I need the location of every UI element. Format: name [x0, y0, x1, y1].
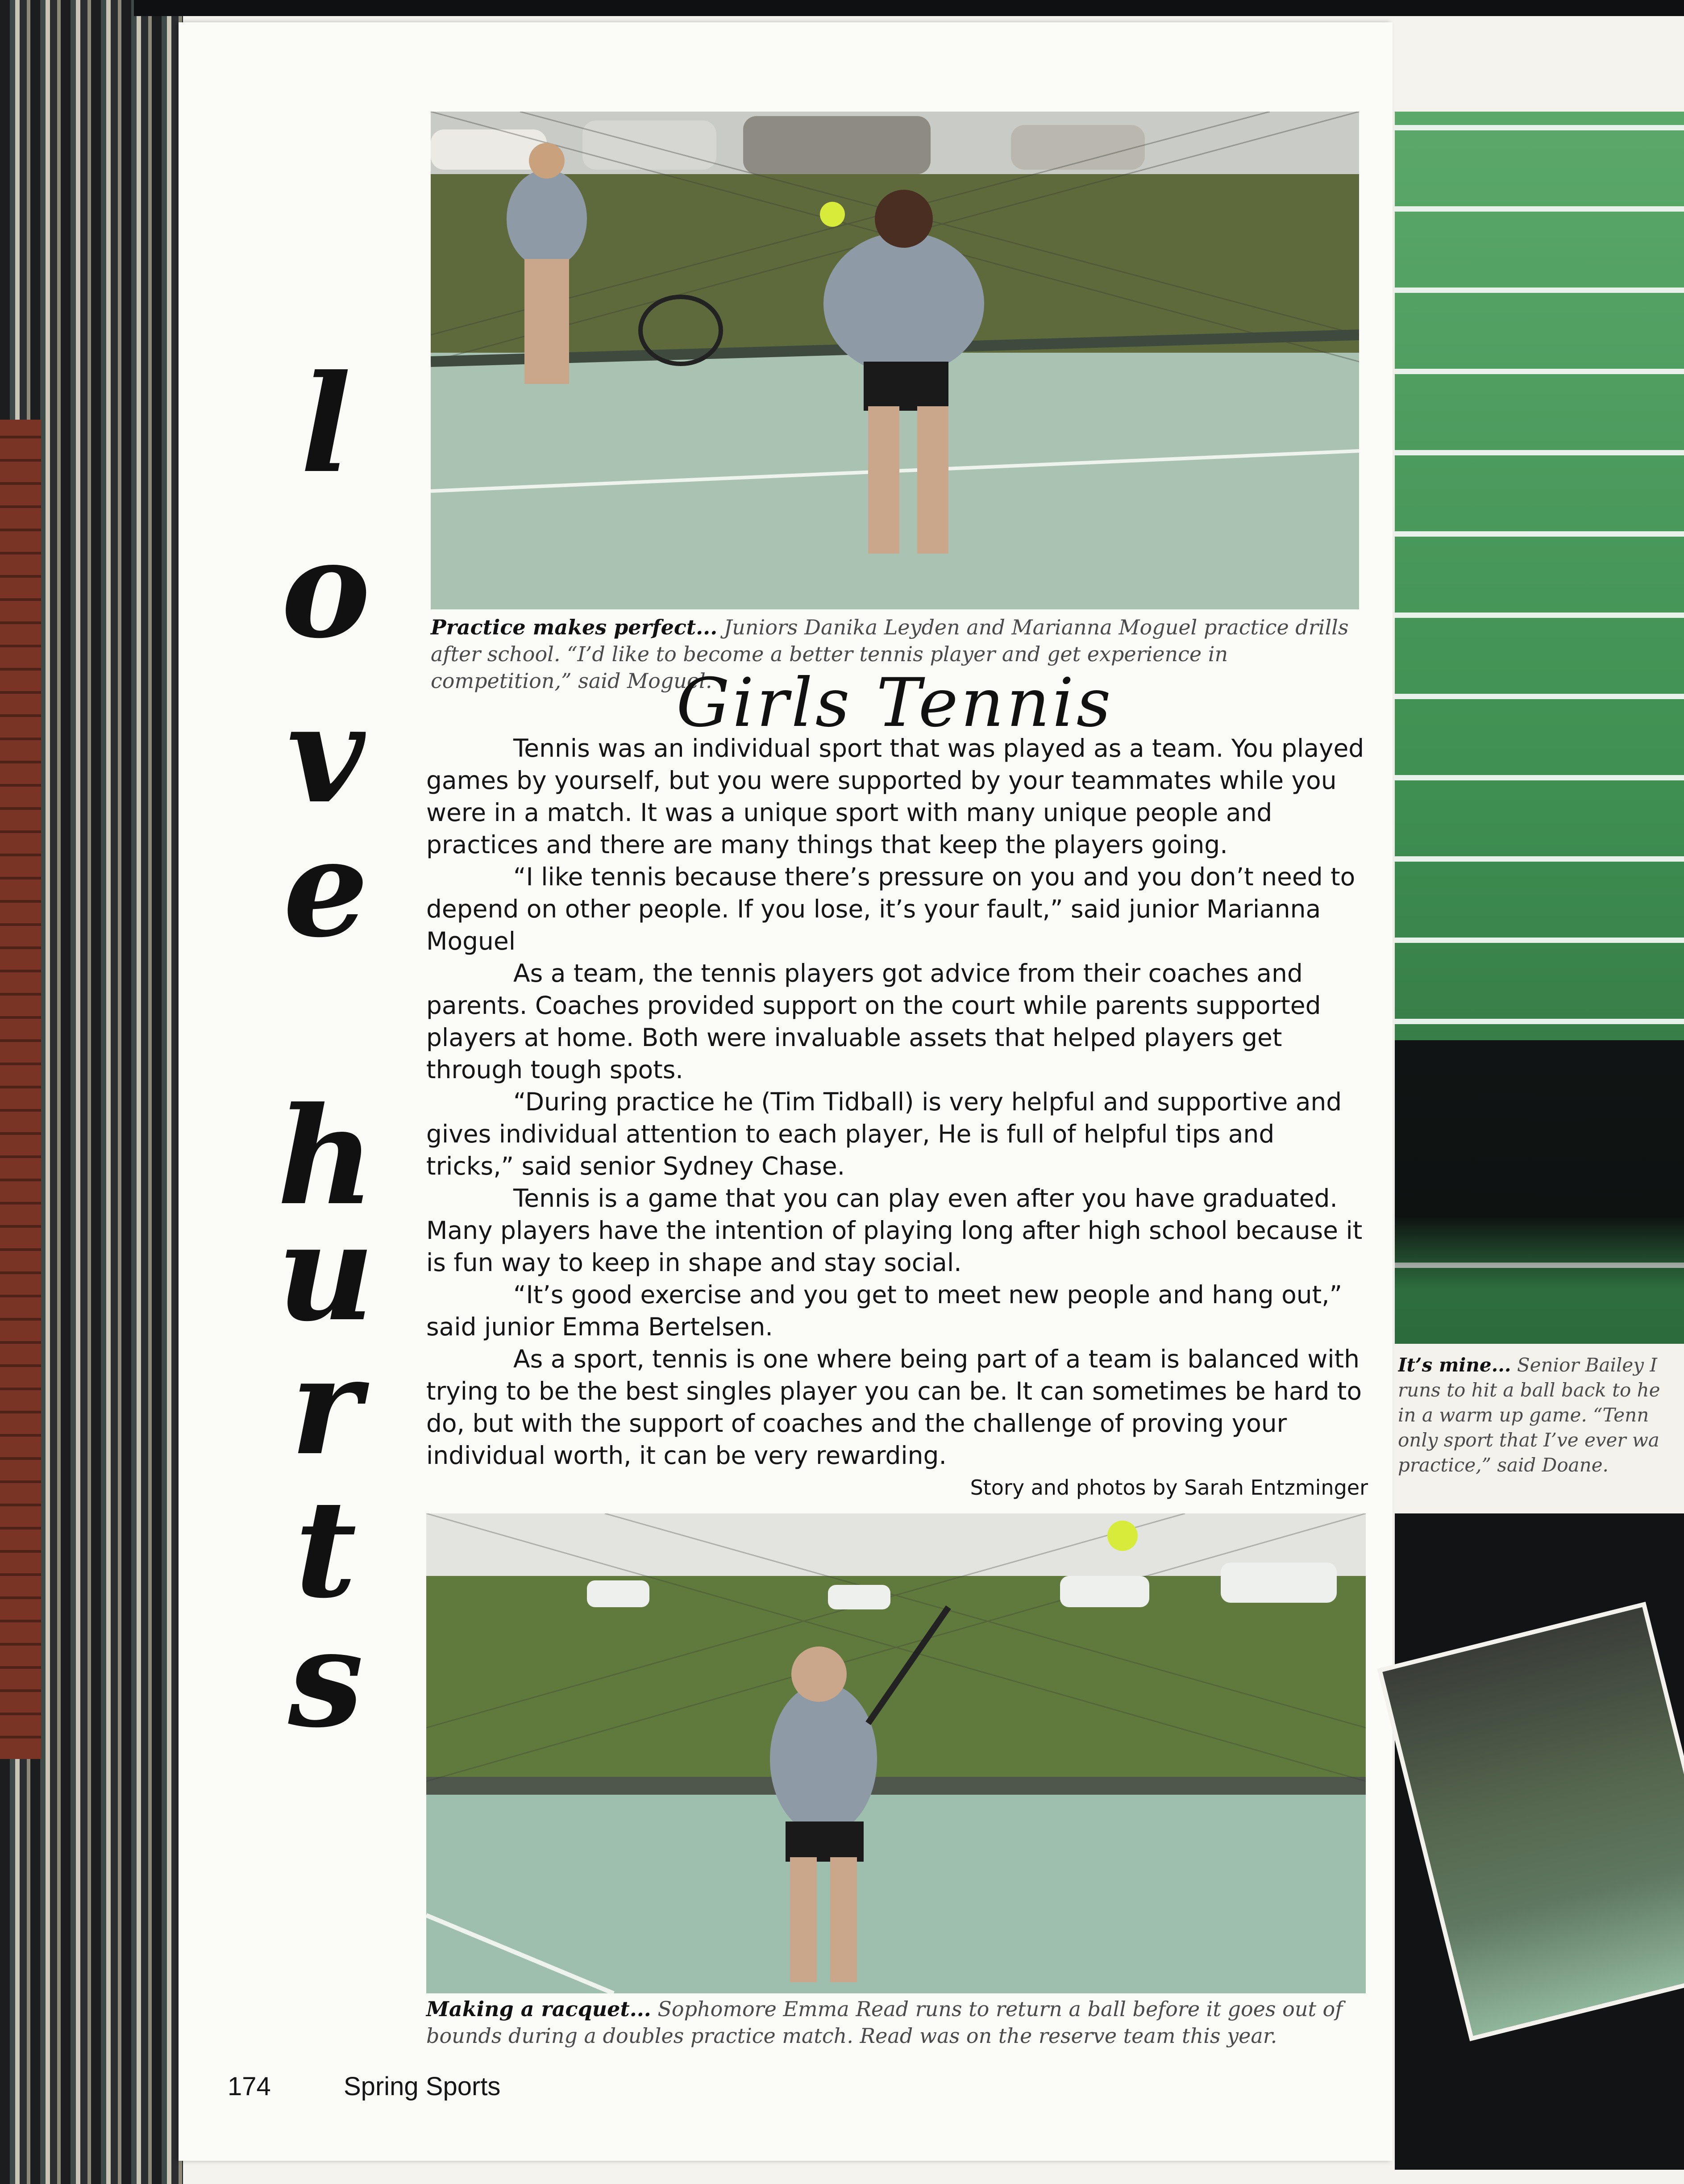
story-paragraph: “During practice he (Tim Tidball) is very helpful and supportive and gives individual attention to each player, He is full of helpful tips and tricks,” said senior Sydney Chase. — [426, 1088, 1342, 1180]
story-paragraph: Tennis was an individual sport that was played as a team. You played games by yourself, but you were supported by your teammates while you were in a match. It was a unique sport with many unique people and practices and there are many things that keep the players going. — [426, 734, 1364, 859]
brick-wall-background — [0, 420, 41, 1759]
headline: Girls Tennis — [676, 664, 1114, 742]
story-paragraph: “It’s good exercise and you get to meet new people and hang out,” said junior Emma Bertelsen. — [426, 1280, 1343, 1341]
right-caption-lead: It’s mine... — [1398, 1354, 1511, 1376]
bottom-caption-text: Sophomore Emma Read runs to return a ball before it goes out of bounds during a doubles practice match. Read was on the reserve team this year. — [426, 1997, 1343, 2048]
top-caption-text: Juniors Danika Leyden and Marianna Moguel practice drills after school. “I’d like to become a better tennis player and get experience in competition,” said Moguel. — [431, 615, 1349, 693]
page-number: 174 — [228, 2072, 271, 2101]
tennis-return-photo — [426, 1513, 1366, 1993]
side-title-letter: l — [300, 345, 351, 503]
side-title-letter: e — [283, 809, 369, 967]
page-top-shadow — [134, 0, 1684, 16]
top-photo — [431, 112, 1359, 609]
story-paragraph: “I like tennis because there’s pressure on you and you don’t need to depend on other people. If you lose, it’s your fault,” said junior Marianna Moguel — [426, 863, 1356, 955]
story-body — [426, 732, 1368, 1504]
top-caption-lead: Practice makes perfect... — [431, 615, 718, 639]
side-title-letter: t — [295, 1470, 357, 1628]
side-title-letter: s — [288, 1600, 364, 1757]
section-name: Spring Sports — [344, 2072, 501, 2101]
side-title-letter: h — [277, 1077, 375, 1235]
bottom-photo — [426, 1513, 1366, 1993]
tennis-practice-photo — [431, 112, 1359, 609]
right-photo-caption — [1398, 1353, 1684, 1478]
story-paragraph: As a sport, tennis is one where being part of a team is balanced with trying to be the best singles player you can be. It can sometimes be hard to do, but with the support of coaches and the challenge of proving your individual worth, it can be very rewarding. — [426, 1345, 1362, 1470]
side-title-letter: r — [290, 1327, 362, 1485]
story-paragraph: Tennis is a game that you can play even after you have graduated. Many players have the intention of playing long after high school because it is fun way to keep in shape and stay social. — [426, 1184, 1363, 1277]
bottom-photo-caption — [426, 1996, 1366, 2049]
story-paragraph: As a team, the tennis players got advice from their coaches and parents. Coaches provided support on the court while parents supported players at home. Both were invaluable assets that helped players get through tough spots. — [426, 959, 1321, 1084]
bottom-caption-lead: Making a racquet... — [426, 1997, 651, 2021]
right-caption-text: Senior Bailey I runs to hit a ball back to he in a warm up game. “Tenn only sport that I’ve ever wa practice,” said Doane. — [1398, 1354, 1660, 1476]
side-title-letter: u — [277, 1193, 375, 1351]
side-title-letter: v — [287, 675, 365, 833]
photo-credit: Story and photos by Sarah Entzminger — [970, 1475, 1368, 1500]
right-photo-shadow — [1395, 1040, 1684, 1290]
side-title-letter: o — [281, 510, 371, 668]
